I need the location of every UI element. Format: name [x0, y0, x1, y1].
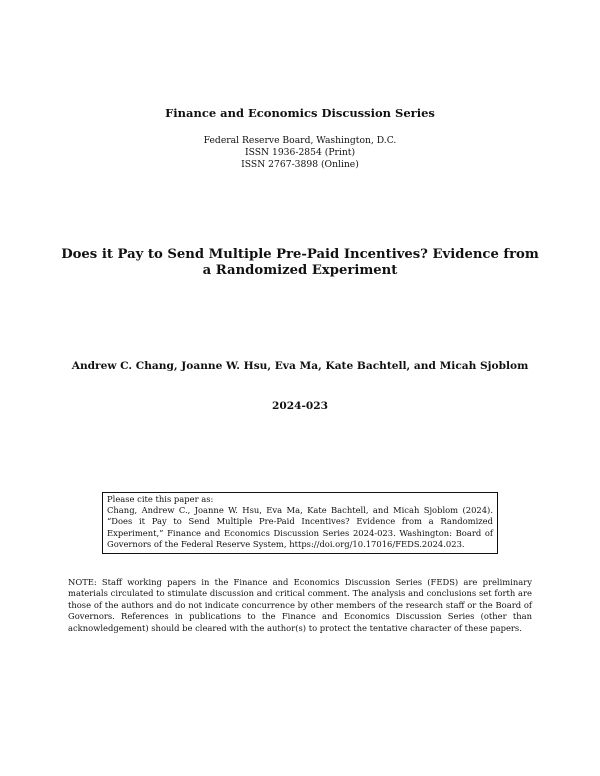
- publisher-location: Federal Reserve Board, Washington, D.C.: [203, 135, 397, 146]
- issn-print: ISSN 1936-2854 (Print): [244, 147, 356, 159]
- citation-text: Chang, Andrew C., Joanne W. Hsu, Eva Ma, Kate Bachtell, and Micah Sjoblom (2024). “Does it Pay to Send Multiple Pre-Paid Incentives? Evidence from a Randomized Experiment,” Finance and Economics Discussion Series 2024-023. Washington: Board of Governors of the Federal Reserve System, https://doi.org/10.17016/FEDS.2024.023.: [107, 505, 493, 549]
- paper-number: 2024-023: [272, 400, 328, 412]
- citation-box: [102, 492, 498, 554]
- citation-intro: Please cite this paper as:: [107, 494, 214, 504]
- paper-title: Does it Pay to Send Multiple Pre-Paid Incentives? Evidence from a Randomized Experiment: [61, 247, 539, 278]
- series-title: Finance and Economics Discussion Series: [165, 106, 435, 120]
- disclaimer-note: NOTE: Staff working papers in the Finance and Economics Discussion Series (FEDS) are preliminary materials circulated to stimulate discussion and critical comment. The analysis and conclusions set forth are those of the authors and do not indicate concurrence by other members of the research staff or the Board of Governors. References in publications to the Finance and Economics Discussion Series (other than acknowledgement) should be cleared with the author(s) to protect the tentative character of these papers.: [68, 577, 532, 633]
- publisher-info: [0, 135, 600, 172]
- issn-online: ISSN 2767-3898 (Online): [241, 159, 359, 171]
- paper-authors: Andrew C. Chang, Joanne W. Hsu, Eva Ma, Kate Bachtell, and Micah Sjoblom: [71, 360, 529, 372]
